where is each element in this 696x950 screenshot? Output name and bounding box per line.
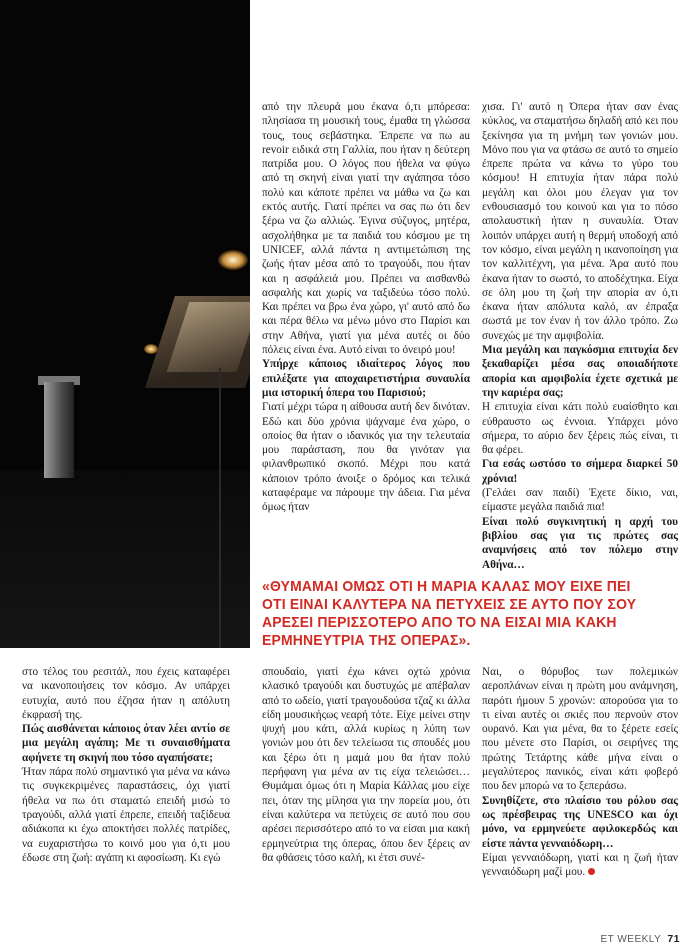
page-footer [600,933,680,945]
interview-question: Υπήρχε κάποιος ιδιαίτερος λόγος που επιλέξατε για αποχαιρετιστήρια συναυλία μια ιστορική όπερα του Παρισιού; [262,358,470,399]
interview-answer: σπουδαίο, γιατί έχω κάνει οχτώ χρόνια κλασικό τραγούδι και δυστυχώς με απέβαλαν από το ωδείο, γιατί τραγουδούσα τζαζ κι άλλα είδη μουσικήςως νεαρή τότε. Είχε μείνει στην ψυχή μου κάτι, αλλά κυρίως η λύπη των γονιών μου ότι δεν τελείωσα τις σπουδές μου και ξέρω ότι η μαμά μου θα ήταν πολύ περήφανη για μένα αν τις είχα τελειώσει… Θυμάμαι όμως ότι η Μαρία Κάλλας μου είχε πει, όταν της μίλησα για την πορεία μου, ότι είναι καλύτερα να πετύχεις σε αυτό που σου αρέσει περισσότερο από το να είσαι μια κακή ερμηνεύτρια της όπερας, όπου δεν ξέρεις αν θα φθάσεις τόσο καλή, κι έτσι συνέ- [262,666,470,864]
interview-answer: Είμαι γενναιόδωρη, γιατί και η ζωή ήταν γενναιόδωρη μαζί μου. [482,851,678,879]
interview-answer: Ναι, ο θόρυβος των πολεμικών αεροπλάνων είναι η πρώτη μου ανάμνηση, παρότι ήμουν 5 χρονών: απορούσα για το τι είναι αυτές οι σκιές που περνούν στον ουρανό. Και για μένα, θα το ξέρετε εσείς που μένετε στο Παρίσι, οι σειρήνες της πρώτης Τετάρτης κάθε μήνα είναι ο μεγαλύτερος πανικός, είναι κάτι φοβερό που δεν μπορώ να το ξεπεράσω. [482,666,678,793]
interview-question: Μια μεγάλη και παγκόσμια επιτυχία δεν ξεκαθαρίζει μέσα σας οποιαδήποτε απορία και αμφιβολία έχετε σχετικά με την καριέρα σας; [482,344,678,399]
interview-answer: Γιατί μέχρι τώρα η αίθουσα αυτή δεν δινόταν. Εδώ και δύο χρόνια ψάχναμε ένα χώρο, ο οποίος θα ήταν ο ιδανικός για την τελευταία μου παράσταση, που θα γινόταν για φιλανθρωπικό σκοπό. Μέχρι που κατά κάποιον τρόπο άνοιξε ο δρόμος και τελικά καταφέραμε να πάρουμε την άδεια. Για μένα όμως ήταν [262,401,470,514]
end-mark-icon [588,868,595,875]
interview-answer: στο τέλος του ρεσιτάλ, που έχεις καταφέρει να ικανοποιήσεις τον κόσμο. Αν υπάρχει ευτυχία, αυτό που έζησα ήταν η απόλυτη έκφρασή της. [22,666,230,721]
article-column-5 [482,665,678,879]
article-column-4 [262,665,470,865]
interview-question: Συνηθίζετε, στο πλαίσιο του ρόλου σας ως πρέσβειρας της UNESCO και όχι μόνο, να ερμηνεύετε αφιλοκερδώς και είστε πάντα γενναιόδωρη… [482,794,678,850]
photo-light-glow [218,250,248,270]
interview-answer: χισα. Γι' αυτό η Όπερα ήταν σαν ένας κύκλος, να σταματήσω δηλαδή από κει που ξεκίνησα για τη μνήμη των γονιών μου. Μόνο που για να φτάσω σε αυτό το σημείο έπρεπε πρώτα να κάνω το γύρο του κόσμου! Η επιτυχία ήταν πάρα πολύ μεγάλη και όλοι μου έλεγαν για τον ενθουσιασμό του κοινού και για το πόσο απολαυστική ήταν η συναυλία. Όταν λοιπόν υπάρχει αυτή η θερμή υποδοχή από τον κόσμο, είναι μεγάλη η ικανοποίηση για τον καλλιτέχνη, για μένα. Άρα αυτό που έκανα ήταν το σωστό, το αποδέχτηκα. Είχα σε όλη μου τη ζωή την απορία αν ό,τι έκανα ήταν απόλυτα καλό, αν έπραξα σωστά με τον έναν ή τον άλλο τρόπο. Ζω συνεχώς με την αμφιβολία. [482,101,678,342]
pull-quote: «ΘΥΜΑΜΑΙ ΟΜΩΣ ΟΤΙ Η ΜΑΡΙΑ ΚΑΛΑΣ ΜΟΥ ΕΙΧΕ ΠΕΙ ΟΤΙ ΕΙΝΑΙ ΚΑΛΥΤΕΡΑ ΝΑ ΠΕΤΥΧΕΙΣ ΣΕ ΑΥΤΟ ΠΟΥ ΣΟΥ ΑΡΕΣΕΙ ΠΕΡΙΣΣΟΤΕΡΟ ΑΠΟ ΤΟ ΝΑ ΕΙΣΑΙ ΜΙΑ ΚΑΚΗ ΕΡΜΗΝΕΥΤΡΙΑ ΤΗΣ ΟΠΕΡΑΣ». [262,578,637,649]
photo-lamp-pole [219,368,221,648]
interview-answer: Η επιτυχία είναι κάτι πολύ ευαίσθητο και εύθραυστο ως έννοια. Υπάρχει μόνο σήμερα, το αύριο δεν ξέρεις πώς είναι, τι θα φέρει. [482,401,678,457]
interview-answer: από την πλευρά μου έκανα ό,τι μπόρεσα: πλησίασα τη μουσική τους, έμαθα τη γλώσσα τους, τους σεβάστηκα. Έπρεπε να πω au revoir ειδικά στη Γαλλία, που ήταν η δεύτερη πατρίδα μου. Ο λόγος που ήθελα να φύγω από τη σκηνή είναι γιατί την αγάπησα τόσο πολύ και κάποτε πρέπει να μάθω να ζω και εκτός αυτής. Γιατί πρέπει να σας πω ότι δεν ξέρω να ζω αλλιώς. Έγινα σύζυγος, μητέρα, ασχολήθηκα με τα παιδιά του κόσμου με τη UNICEF, αλλά πάντα η αντιμετώπιση της ζωής ήταν μέσα από το τραγούδι, που ήταν και η ασφάλειά μου. Πρέπει να αισθανθώ ασφαλής και χωρίς να ταξιδεύω τόσο πολύ. Και πρέπει να βρω ένα χώρο, γι' αυτό από δω και πέρα θέλω να μένω μόνο στο Παρίσι και στην Αθήνα, γιατί για μένα αυτές οι δύο πόλεις είναι ένα. Αυτό είναι το όνειρό μου! [262,101,470,357]
article-column-3 [22,665,230,865]
interview-question: Είναι πολύ συγκινητική η αρχή του βιβλίου σας για τις πρώτες σας αναμνήσεις από τον πόλεμο στην Αθήνα… [482,515,678,571]
article-column-1 [262,100,470,515]
interview-question: Πώς αισθάνεται κάποιος όταν λέει αντίο σε μια μεγάλη αγάπη; Με τι συναισθήματα αφήνετε τη σκηνή που τόσο αγαπήσατε; [22,723,230,764]
interview-answer: (Γελάει σαν παιδί) Έχετε δίκιο, ναι, είμαστε μεγάλα παιδιά πια! [482,487,678,514]
publication-name: ET WEEKLY [600,934,662,945]
stage-photo [0,0,250,648]
interview-question: Για εσάς ωστόσο το σήμερα διαρκεί 50 χρόνια! [482,458,678,485]
photo-chimney [44,382,74,478]
article-column-2 [482,100,678,572]
photo-floor [0,470,250,648]
page-number: 71 [667,933,680,945]
interview-answer: Ήταν πάρα πολύ σημαντικό για μένα να κάνω τις συγκεκριμένες παραστάσεις, όχι γιατί ήθελα να πω ότι σταματώ επειδή μισώ το τραγούδι, αλλά γιατί έπρεπε, επειδή ταξίδευα αδιάκοπα κι έχω αποκτήσει πολλές πατρίδες, να ευχαριστήσω το κοινό μου για ό,τι μου έδωσε στη ζωή: αγάπη κι αφοσίωση. Κι εγώ [22,766,230,864]
